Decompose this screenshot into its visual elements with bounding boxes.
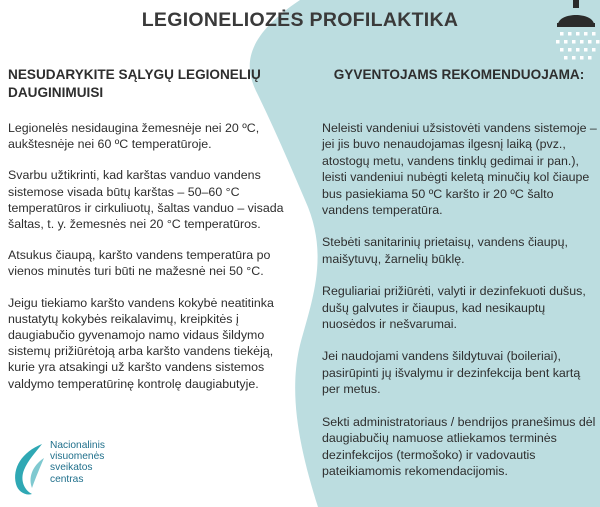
right-paragraph: Jei naudojami vandens šildytuvai (boileriai), pasirūpinti jų išvalymu ir dezinfekcija bent kartą per metus. (322, 349, 581, 397)
left-section-heading: NESUDARYKITE SĄLYGŲ LEGIONELIŲ DAUGINIMUISI (8, 67, 261, 100)
left-paragraph: Jeigu tiekiamo karšto vandens kokybė neatitinka nustatytų kokybės reikalavimų, kreipkitės į daugiabučio gyvenamojo namo vidaus šildymo sistemų prižiūrėtoją arba karšto vandens tiekėją, kurie yra atsakingi už karšto vandens sistemos valdymo temperatūrinę kontrolę daugiabutyje. (8, 295, 274, 391)
nvsc-logo-icon (8, 438, 50, 498)
right-paragraph: Neleisti vandeniui užsistovėti vandens sistemoje – jei jis buvo nenaudojamas ilgesnį laiką (pvz., atostogų metu, vandens tinklų gedimai ir pan.), leisti vandeniui nubėgti keletą minučių kol čiaupe bus pasiekiama 50 ºC karšto ir 20 ºC šalto vandens temperatūra. (322, 121, 597, 218)
logo-text-line: Nacionalinis (50, 440, 105, 451)
nvsc-logo-text (50, 440, 105, 485)
right-section-heading: GYVENTOJAMS REKOMENDUOJAMA: (333, 67, 585, 82)
logo-text-line: sveikatos (50, 462, 93, 474)
left-paragraph: Atsukus čiaupą, karšto vandens temperatūra po vienos minutės turi būti ne mažesnė nei 50 °C. (8, 248, 271, 279)
left-paragraph: Svarbu užtikrinti, kad karštas vanduo vandens sistemose visada būtų karštas – 50–60 °C temperatūros ir cirkuliuotų, šaltas vanduo – visada šaltas, t. y. žemesnės nei 20 °C temperatūros. (8, 168, 284, 232)
logo-text-line: visuomenės (50, 451, 105, 463)
logo-text-line: centras (50, 473, 84, 485)
left-paragraph: Legionelės nesidaugina žemesnėje nei 20 ºC, aukštesnėje nei 60 ºC temperatūroje. (8, 121, 260, 152)
nvsc-logo (8, 438, 168, 498)
left-section-body (8, 120, 300, 407)
right-paragraph: Reguliariai prižiūrėti, valyti ir dezinfekuoti dušus, dušų galvutes ir čiaupus, kad nesikauptų nuosėdos ir nešvarumai. (322, 284, 586, 332)
right-section-body (322, 120, 598, 495)
right-paragraph: Sekti administratoriaus / bendrijos pranešimus dėl daugiabučių namuose atliekamos terminės dezinfekcijos (termošoko) ir vadovautis pateikiamomis rekomendacijomis. (322, 414, 596, 478)
right-paragraph: Stebėti sanitarinių prietaisų, vandens čiaupų, maišytuvų, žarnelių būklę. (322, 235, 568, 266)
page-title: LEGIONELIOZĖS PROFILAKTIKA (141, 9, 459, 31)
